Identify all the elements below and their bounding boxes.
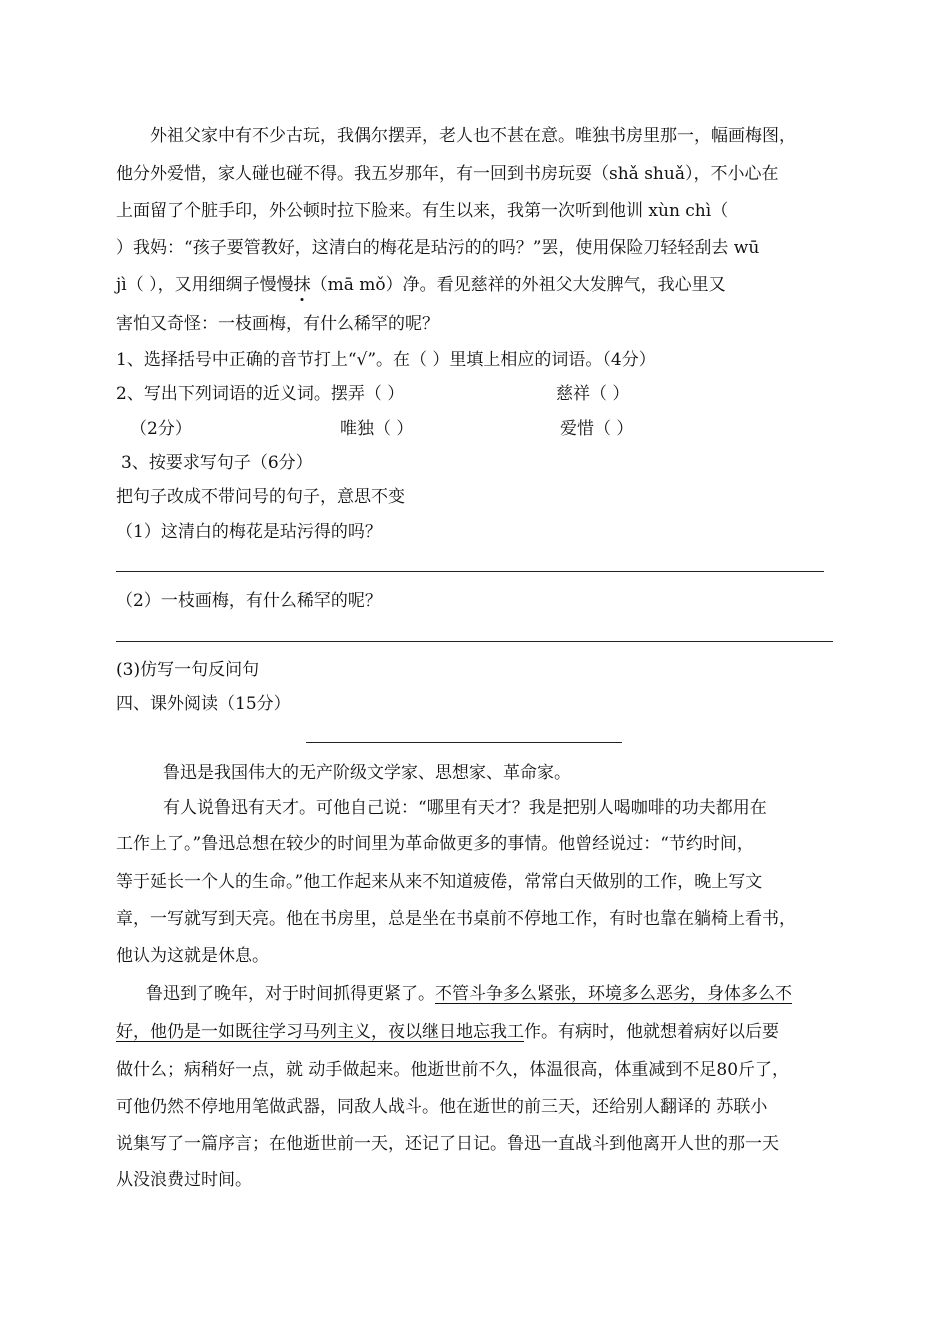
question-2a: 2、写出下列词语的近义词。摆弄（ ）: [116, 384, 405, 404]
passage1-line-5: [116, 274, 726, 296]
question-3-1: （1）这清白的梅花是玷污得的吗？: [116, 522, 382, 542]
passage2-p3-line-5: 说集写了一篇序言；在他逝世前一天，还记了日记。鲁迅一直战斗到他离开人世的那一天: [116, 1134, 779, 1154]
title-blank-line: [306, 742, 622, 743]
passage1-line-4: ）我妈：“孩子要管教好，这清白的梅花是玷污的的吗？”罢，使用保险刀轻轻刮去 wū: [116, 238, 760, 258]
question-3-instruction: 把句子改成不带问号的句子，意思不变: [116, 487, 405, 507]
question-2-score: （2分）: [130, 419, 192, 439]
passage2-p2-line-3: 等于延长一个人的生命。”他工作起来从来不知道疲倦，常常白天做别的工作，晚上写文: [116, 872, 763, 892]
passage2-p2-line-2: 工作上了。”鲁迅总想在较少的时间里为革命做更多的事情。他曾经说过：“节约时间，: [116, 834, 754, 854]
passage1-line-5b: （mā mǒ）净。看见慈祥的外祖父大发脾气，我心里又: [310, 275, 726, 295]
passage1-line-5a: jì（ ），又用细绸子慢慢: [116, 275, 294, 295]
question-1: 1、选择括号中正确的音节打上“√”。在（ ）里填上相应的词语。（4分）: [116, 350, 656, 370]
question-3-3: (3)仿写一句反问句: [116, 660, 260, 680]
passage2-p3-line-1: [146, 983, 792, 1005]
passage1-line-1: 外祖父家中有不少古玩，我偶尔摆弄，老人也不甚在意。唯独书房里那一，幅画梅图，: [150, 126, 796, 146]
passage2-p3-line-3: 做什么；病稍好一点，就 动手做起来。他逝世前不久，体温很高，体重减到不足80斤了，: [116, 1060, 790, 1080]
question-3: 3、按要求写句子（6分）: [121, 453, 313, 473]
p3-line1-plain: 鲁迅到了晚年，对于时间抓得更紧了。: [146, 984, 435, 1004]
passage2-p3-line-2: [116, 1021, 779, 1043]
passage2-p3-line-6: 从没浪费过时间。: [116, 1170, 252, 1190]
dotted-char: 抹: [293, 275, 311, 295]
passage1-line-2: 他分外爱惜，家人碰也碰不得。我五岁那年，有一回到书房玩耍（shǎ shuǎ），不小心在: [116, 164, 779, 184]
passage2-p2-line-5: 他认为这就是休息。: [116, 946, 269, 966]
question-2b: 慈祥（ ）: [556, 384, 630, 404]
passage1-line-3: 上面留了个脏手印，外公顿时拉下脸来。有生以来，我第一次听到他训 xùn chì（: [116, 201, 729, 221]
p3-line2-plain: 作。有病时，他就想着病好以后要: [524, 1022, 779, 1042]
answer-line-1: [116, 571, 824, 572]
question-2c: 唯独（ ）: [340, 419, 414, 439]
passage2-p1: 鲁迅是我国伟大的无产阶级文学家、思想家、革命家。: [163, 763, 571, 783]
passage1-line-6: 害怕又奇怪：一枝画梅，有什么稀罕的呢？: [116, 314, 439, 334]
passage2-p2-line-4: 章，一写就写到天亮。他在书房里，总是坐在书桌前不停地工作，有时也靠在躺椅上看书，: [116, 909, 796, 929]
question-3-2: （2）一枝画梅，有什么稀罕的呢？: [116, 591, 382, 611]
passage2-p3-line-4: 可他仍然不停地用笔做武器，同敌人战斗。他在逝世的前三天，还给别人翻译的 苏联小: [116, 1097, 768, 1117]
section-4-heading: 四、课外阅读（15分）: [116, 694, 291, 714]
p3-line2-underlined: 好，他仍是一如既往学习马列主义，夜以继日地忘我工: [116, 1022, 524, 1042]
passage2-p2-line-1: 有人说鲁迅有天才。可他自己说：“哪里有天才？我是把别人喝咖啡的功夫都用在: [163, 798, 767, 818]
p3-line1-underlined: 不管斗争多么紧张，环境多么恶劣，身体多么不: [435, 984, 792, 1004]
answer-line-2: [116, 641, 833, 642]
question-2d: 爱惜（ ）: [560, 419, 634, 439]
